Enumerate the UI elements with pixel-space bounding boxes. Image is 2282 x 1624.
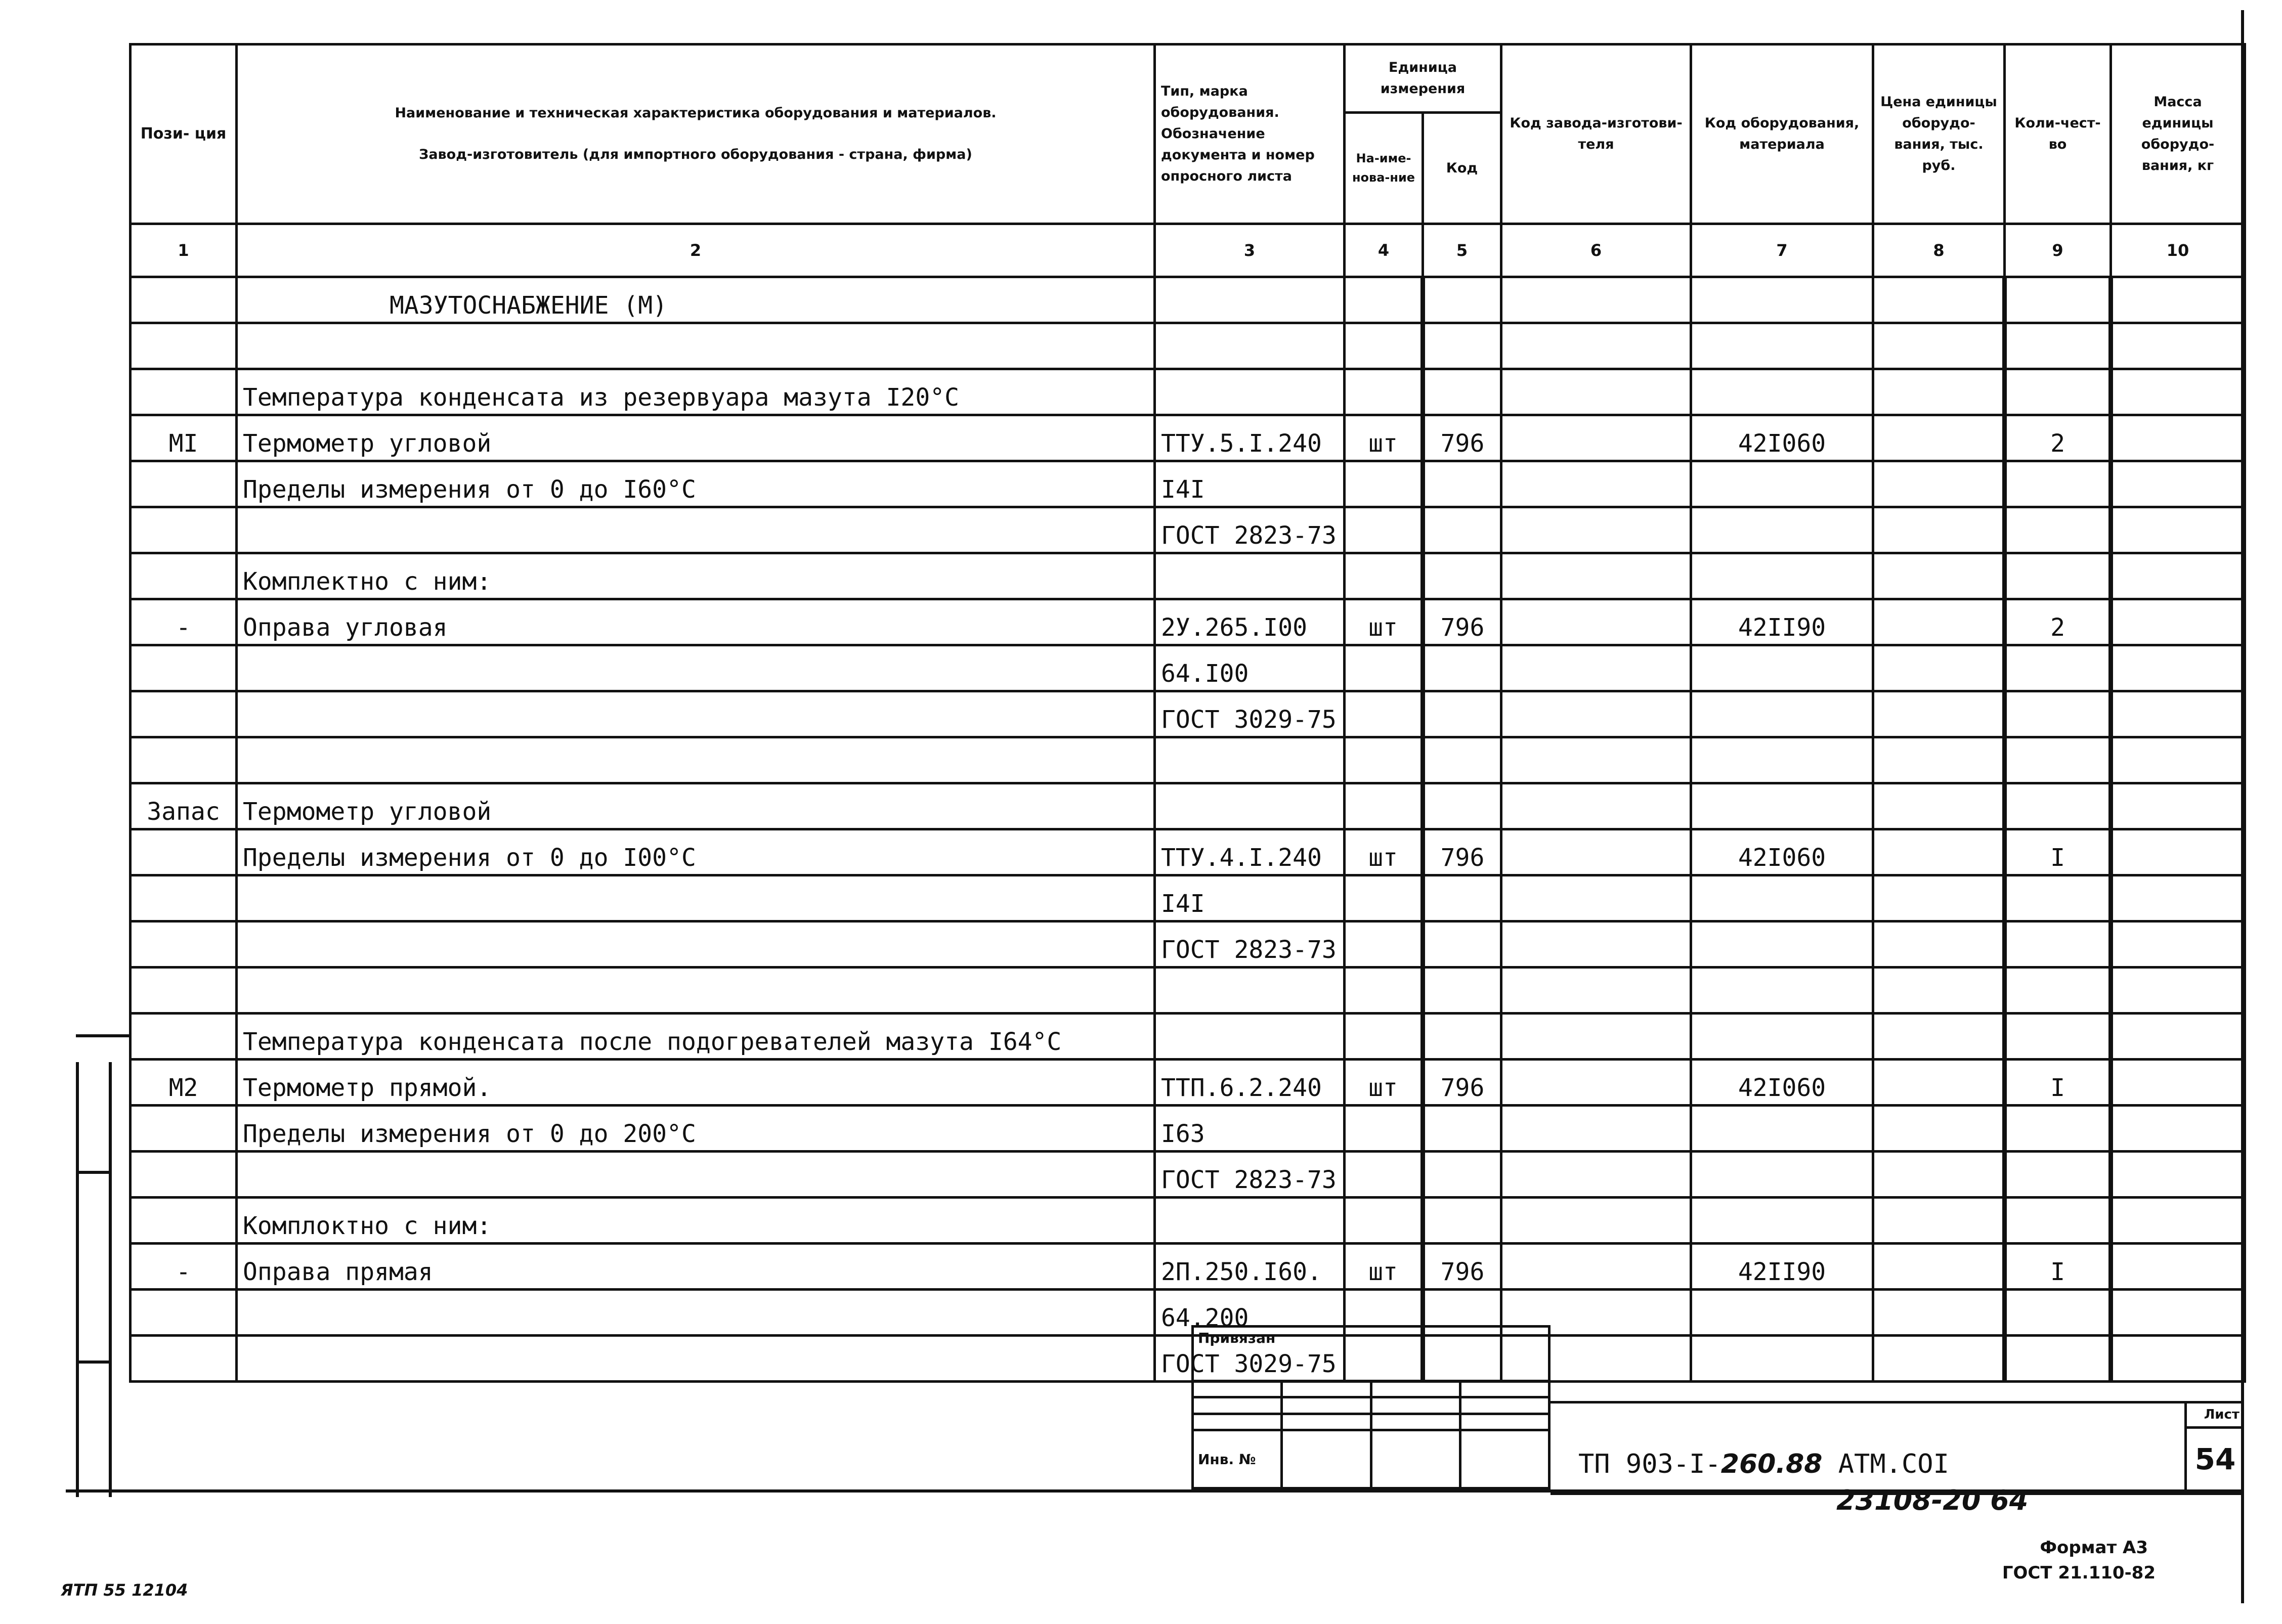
row-unit-code bbox=[1423, 737, 1501, 783]
row-unit bbox=[1345, 875, 1423, 921]
row-unit: шт bbox=[1345, 829, 1423, 875]
row-mass bbox=[2111, 645, 2245, 691]
row-plant-code bbox=[1501, 323, 1691, 369]
row-unit bbox=[1345, 1198, 1423, 1244]
row-unit-code bbox=[1423, 369, 1501, 415]
row-type: I4I bbox=[1155, 875, 1345, 921]
header-position: Пози- ция bbox=[131, 45, 237, 224]
table-row bbox=[131, 1336, 2245, 1382]
column-number: 4 bbox=[1345, 224, 1423, 277]
section-row bbox=[131, 277, 2245, 323]
row-type: 64.200 bbox=[1155, 1290, 1345, 1336]
header-type: Тип, марка оборудования. Обозначение документа и номер опросного листа bbox=[1155, 45, 1345, 224]
row-type: 64.I00 bbox=[1155, 645, 1345, 691]
table-row bbox=[131, 1290, 2245, 1336]
specification-table bbox=[129, 43, 2246, 1383]
row-price bbox=[1873, 783, 2005, 829]
row-unit bbox=[1345, 461, 1423, 507]
row-price bbox=[1873, 369, 2005, 415]
row-unit-code bbox=[1423, 1152, 1501, 1198]
row-position bbox=[131, 323, 237, 369]
row-plant-code bbox=[1501, 691, 1691, 737]
row-position bbox=[131, 645, 237, 691]
row-mass bbox=[2111, 1152, 2245, 1198]
row-quantity bbox=[2005, 369, 2111, 415]
row-type bbox=[1155, 737, 1345, 783]
row-equipment-code bbox=[1691, 1290, 1873, 1336]
table-row bbox=[131, 1152, 2245, 1198]
doc-handwritten: 260.88 bbox=[1720, 1449, 1823, 1479]
row-position bbox=[131, 507, 237, 553]
row-quantity bbox=[2005, 921, 2111, 968]
row-mass bbox=[2111, 415, 2245, 461]
row-equipment-code bbox=[1691, 737, 1873, 783]
row-equipment-code bbox=[1691, 1152, 1873, 1198]
stamp-attached-label: Привязан bbox=[1193, 1327, 1549, 1381]
row-plant-code bbox=[1501, 415, 1691, 461]
row-type: ГОСТ 2823-73 bbox=[1155, 1152, 1345, 1198]
row-price bbox=[1873, 1060, 2005, 1106]
row-unit-code bbox=[1423, 323, 1501, 369]
header-name-line2: Завод-изготовитель (для импортного оборудования - страна, фирма) bbox=[419, 147, 972, 162]
row-position bbox=[131, 1014, 237, 1060]
row-unit-code bbox=[1423, 691, 1501, 737]
binding-tick bbox=[76, 1360, 111, 1364]
table-body bbox=[131, 277, 2245, 1382]
row-position bbox=[131, 553, 237, 599]
header-plant-code: Код завода-изготови-теля bbox=[1501, 45, 1691, 224]
row-unit bbox=[1345, 737, 1423, 783]
column-number: 2 bbox=[237, 224, 1155, 277]
header-unit-code: Код bbox=[1423, 113, 1501, 224]
column-number: 7 bbox=[1691, 224, 1873, 277]
row-quantity bbox=[2005, 1198, 2111, 1244]
table-header bbox=[131, 45, 2245, 224]
row-name bbox=[237, 1336, 1155, 1382]
row-position: МI bbox=[131, 415, 237, 461]
binding-line bbox=[76, 1062, 79, 1497]
column-number: 3 bbox=[1155, 224, 1345, 277]
row-mass bbox=[2111, 323, 2245, 369]
row-type: ГОСТ 3029-75 bbox=[1155, 691, 1345, 737]
row-unit bbox=[1345, 968, 1423, 1014]
row-name: Температура конденсата после подогревателей мазута I64°С bbox=[237, 1014, 1155, 1060]
row-unit-code bbox=[1423, 461, 1501, 507]
row-unit-code bbox=[1423, 875, 1501, 921]
header-quantity: Коли-чест-во bbox=[2005, 45, 2111, 224]
table-row bbox=[131, 1198, 2245, 1244]
row-unit-code bbox=[1423, 1198, 1501, 1244]
row-name bbox=[237, 507, 1155, 553]
row-equipment-code bbox=[1691, 1106, 1873, 1152]
row-mass bbox=[2111, 875, 2245, 921]
row-price bbox=[1873, 829, 2005, 875]
row-plant-code bbox=[1501, 875, 1691, 921]
row-mass bbox=[2111, 461, 2245, 507]
row-quantity bbox=[2005, 1014, 2111, 1060]
row-equipment-code bbox=[1691, 1014, 1873, 1060]
table-row bbox=[131, 1244, 2245, 1290]
table-row bbox=[131, 875, 2245, 921]
row-unit-code bbox=[1423, 645, 1501, 691]
row-name: Термометр прямой. bbox=[237, 1060, 1155, 1106]
footer-left-code: ЯТП 55 12104 bbox=[61, 1581, 188, 1600]
row-position bbox=[131, 369, 237, 415]
row-name: Комплектно с ним: bbox=[237, 553, 1155, 599]
table-row bbox=[131, 737, 2245, 783]
row-price bbox=[1873, 921, 2005, 968]
approval-stamp bbox=[1191, 1325, 1551, 1489]
row-type bbox=[1155, 1014, 1345, 1060]
row-quantity bbox=[2005, 1152, 2111, 1198]
row-mass bbox=[2111, 1014, 2245, 1060]
row-equipment-code: 42II90 bbox=[1691, 599, 1873, 645]
row-position bbox=[131, 1152, 237, 1198]
row-position bbox=[131, 1290, 237, 1336]
header-mass: Масса единицы оборудо-вания, кг bbox=[2111, 45, 2245, 224]
row-mass bbox=[2111, 369, 2245, 415]
row-quantity bbox=[2005, 1106, 2111, 1152]
table-row bbox=[131, 968, 2245, 1014]
row-type: ТТУ.4.I.240 bbox=[1155, 829, 1345, 875]
row-equipment-code bbox=[1691, 553, 1873, 599]
row-unit bbox=[1345, 1152, 1423, 1198]
row-equipment-code bbox=[1691, 1336, 1873, 1382]
row-mass bbox=[2111, 783, 2245, 829]
row-unit bbox=[1345, 691, 1423, 737]
row-unit: шт bbox=[1345, 1060, 1423, 1106]
header-name bbox=[237, 45, 1155, 224]
row-name: Термометр угловой bbox=[237, 415, 1155, 461]
row-name bbox=[237, 1290, 1155, 1336]
header-unit-name: На-име-нова-ние bbox=[1345, 113, 1423, 224]
row-position bbox=[131, 737, 237, 783]
row-price bbox=[1873, 737, 2005, 783]
row-position: - bbox=[131, 1244, 237, 1290]
row-equipment-code bbox=[1691, 323, 1873, 369]
row-price bbox=[1873, 1198, 2005, 1244]
row-name bbox=[237, 737, 1155, 783]
row-position: - bbox=[131, 599, 237, 645]
row-unit-code bbox=[1423, 1106, 1501, 1152]
row-mass bbox=[2111, 829, 2245, 875]
row-name: Комплоктно с ним: bbox=[237, 1198, 1155, 1244]
row-equipment-code bbox=[1691, 507, 1873, 553]
row-unit bbox=[1345, 369, 1423, 415]
row-plant-code bbox=[1501, 921, 1691, 968]
row-plant-code bbox=[1501, 783, 1691, 829]
table-row bbox=[131, 645, 2245, 691]
row-unit-code bbox=[1423, 1014, 1501, 1060]
row-plant-code bbox=[1501, 507, 1691, 553]
row-type bbox=[1155, 783, 1345, 829]
row-plant-code bbox=[1501, 968, 1691, 1014]
row-price bbox=[1873, 323, 2005, 369]
row-name bbox=[237, 875, 1155, 921]
row-quantity bbox=[2005, 645, 2111, 691]
sheet-label: Лист bbox=[2187, 1401, 2244, 1429]
row-mass bbox=[2111, 1060, 2245, 1106]
row-mass bbox=[2111, 507, 2245, 553]
row-equipment-code bbox=[1691, 369, 1873, 415]
row-mass bbox=[2111, 921, 2245, 968]
row-position bbox=[131, 1106, 237, 1152]
row-price bbox=[1873, 1014, 2005, 1060]
row-quantity bbox=[2005, 875, 2111, 921]
row-name bbox=[237, 1152, 1155, 1198]
row-type bbox=[1155, 323, 1345, 369]
header-unit-group: Единица измерения bbox=[1345, 45, 1501, 113]
doc-prefix: ТП 903-I- bbox=[1578, 1449, 1721, 1479]
inventory-number: 23108-20 64 bbox=[1836, 1484, 2029, 1516]
row-equipment-code bbox=[1691, 921, 1873, 968]
row-unit bbox=[1345, 1106, 1423, 1152]
row-type: I4I bbox=[1155, 461, 1345, 507]
column-number: 9 bbox=[2005, 224, 2111, 277]
row-position bbox=[131, 829, 237, 875]
row-mass bbox=[2111, 1198, 2245, 1244]
row-type: ГОСТ 3029-75 bbox=[1155, 1336, 1345, 1382]
row-quantity bbox=[2005, 461, 2111, 507]
row-mass bbox=[2111, 737, 2245, 783]
row-plant-code bbox=[1501, 1060, 1691, 1106]
row-price bbox=[1873, 645, 2005, 691]
row-position bbox=[131, 1336, 237, 1382]
row-unit-code bbox=[1423, 553, 1501, 599]
row-unit bbox=[1345, 553, 1423, 599]
doc-suffix: АТМ.СОI bbox=[1822, 1449, 1949, 1479]
row-position: Запас bbox=[131, 783, 237, 829]
row-position bbox=[131, 1198, 237, 1244]
row-name: Температура конденсата из резервуара мазута I20°С bbox=[237, 369, 1155, 415]
row-mass bbox=[2111, 1244, 2245, 1290]
row-type bbox=[1155, 968, 1345, 1014]
row-equipment-code bbox=[1691, 783, 1873, 829]
row-plant-code bbox=[1501, 645, 1691, 691]
row-position bbox=[131, 968, 237, 1014]
row-name: Пределы измерения от 0 до I00°С bbox=[237, 829, 1155, 875]
row-price bbox=[1873, 507, 2005, 553]
row-plant-code bbox=[1501, 1244, 1691, 1290]
row-plant-code bbox=[1501, 369, 1691, 415]
row-plant-code bbox=[1501, 461, 1691, 507]
row-equipment-code: 42I060 bbox=[1691, 829, 1873, 875]
binding-tick bbox=[76, 1034, 132, 1037]
row-quantity: I bbox=[2005, 829, 2111, 875]
title-block bbox=[1551, 1401, 2244, 1495]
row-unit bbox=[1345, 507, 1423, 553]
row-position bbox=[131, 691, 237, 737]
row-unit-code bbox=[1423, 921, 1501, 968]
row-equipment-code bbox=[1691, 691, 1873, 737]
row-price bbox=[1873, 1244, 2005, 1290]
row-quantity bbox=[2005, 553, 2111, 599]
row-type bbox=[1155, 553, 1345, 599]
row-quantity: 2 bbox=[2005, 415, 2111, 461]
row-price bbox=[1873, 553, 2005, 599]
row-position: М2 bbox=[131, 1060, 237, 1106]
row-quantity bbox=[2005, 737, 2111, 783]
table-row bbox=[131, 553, 2245, 599]
table-row bbox=[131, 323, 2245, 369]
row-name: Оправа угловая bbox=[237, 599, 1155, 645]
row-name bbox=[237, 691, 1155, 737]
row-type: 2У.265.I00 bbox=[1155, 599, 1345, 645]
row-mass bbox=[2111, 553, 2245, 599]
row-type: ТТУ.5.I.240 bbox=[1155, 415, 1345, 461]
row-quantity bbox=[2005, 1290, 2111, 1336]
header-price: Цена единицы оборудо-вания, тыс. руб. bbox=[1873, 45, 2005, 224]
row-plant-code bbox=[1501, 1152, 1691, 1198]
row-equipment-code: 42I060 bbox=[1691, 415, 1873, 461]
row-plant-code bbox=[1501, 1106, 1691, 1152]
column-numbers-row bbox=[131, 224, 2245, 277]
row-unit-code: 796 bbox=[1423, 829, 1501, 875]
row-price bbox=[1873, 461, 2005, 507]
table-row bbox=[131, 461, 2245, 507]
row-name bbox=[237, 968, 1155, 1014]
format-label: Формат А3 bbox=[2040, 1538, 2148, 1558]
row-type bbox=[1155, 369, 1345, 415]
row-unit-code: 796 bbox=[1423, 1244, 1501, 1290]
row-name: Пределы измерения от 0 до I60°С bbox=[237, 461, 1155, 507]
table-row bbox=[131, 783, 2245, 829]
row-quantity bbox=[2005, 507, 2111, 553]
table-row bbox=[131, 829, 2245, 875]
table-row bbox=[131, 1106, 2245, 1152]
row-position bbox=[131, 461, 237, 507]
row-unit-code: 796 bbox=[1423, 415, 1501, 461]
row-unit bbox=[1345, 783, 1423, 829]
column-number: 5 bbox=[1423, 224, 1501, 277]
row-unit: шт bbox=[1345, 1244, 1423, 1290]
row-price bbox=[1873, 1290, 2005, 1336]
row-name bbox=[237, 921, 1155, 968]
row-name: Оправа прямая bbox=[237, 1244, 1155, 1290]
row-quantity bbox=[2005, 691, 2111, 737]
row-price bbox=[1873, 968, 2005, 1014]
table-row bbox=[131, 415, 2245, 461]
row-position bbox=[131, 875, 237, 921]
row-equipment-code bbox=[1691, 875, 1873, 921]
row-quantity: I bbox=[2005, 1060, 2111, 1106]
table-row bbox=[131, 691, 2245, 737]
table-row bbox=[131, 599, 2245, 645]
row-unit-code bbox=[1423, 783, 1501, 829]
row-unit bbox=[1345, 645, 1423, 691]
row-quantity bbox=[2005, 323, 2111, 369]
row-equipment-code: 42II90 bbox=[1691, 1244, 1873, 1290]
row-equipment-code bbox=[1691, 461, 1873, 507]
row-unit bbox=[1345, 323, 1423, 369]
row-unit-code: 796 bbox=[1423, 1060, 1501, 1106]
row-plant-code bbox=[1501, 1014, 1691, 1060]
column-number: 8 bbox=[1873, 224, 2005, 277]
row-equipment-code bbox=[1691, 1198, 1873, 1244]
row-price bbox=[1873, 599, 2005, 645]
binding-line-inner bbox=[109, 1062, 112, 1497]
row-mass bbox=[2111, 968, 2245, 1014]
row-quantity bbox=[2005, 1336, 2111, 1382]
row-name bbox=[237, 645, 1155, 691]
column-number: 6 bbox=[1501, 224, 1691, 277]
column-number: 1 bbox=[131, 224, 237, 277]
row-price bbox=[1873, 1152, 2005, 1198]
row-quantity bbox=[2005, 968, 2111, 1014]
row-price bbox=[1873, 691, 2005, 737]
section-title: МАЗУТОСНАБЖЕНИЕ (М) bbox=[237, 277, 1155, 323]
row-quantity: 2 bbox=[2005, 599, 2111, 645]
table-row bbox=[131, 1014, 2245, 1060]
row-quantity bbox=[2005, 783, 2111, 829]
row-equipment-code bbox=[1691, 968, 1873, 1014]
row-price bbox=[1873, 415, 2005, 461]
stamp-inv-label: Инв. № bbox=[1193, 1430, 1282, 1488]
row-price bbox=[1873, 1336, 2005, 1382]
row-type: ТТП.6.2.240 bbox=[1155, 1060, 1345, 1106]
document-number bbox=[1578, 1449, 1949, 1479]
row-plant-code bbox=[1501, 829, 1691, 875]
binding-tick bbox=[76, 1171, 111, 1174]
sheet-box bbox=[2184, 1401, 2246, 1489]
row-quantity: I bbox=[2005, 1244, 2111, 1290]
row-unit-code bbox=[1423, 968, 1501, 1014]
row-mass bbox=[2111, 599, 2245, 645]
row-price bbox=[1873, 875, 2005, 921]
row-unit bbox=[1345, 1014, 1423, 1060]
row-mass bbox=[2111, 1336, 2245, 1382]
row-unit bbox=[1345, 921, 1423, 968]
row-mass bbox=[2111, 691, 2245, 737]
row-unit-code: 796 bbox=[1423, 599, 1501, 645]
row-unit: шт bbox=[1345, 415, 1423, 461]
row-position bbox=[131, 921, 237, 968]
row-name: Пределы измерения от 0 до 200°С bbox=[237, 1106, 1155, 1152]
row-type: ГОСТ 2823-73 bbox=[1155, 507, 1345, 553]
gost-label: ГОСТ 21.110-82 bbox=[2002, 1563, 2156, 1583]
row-type: 2П.250.I60. bbox=[1155, 1244, 1345, 1290]
row-mass bbox=[2111, 1290, 2245, 1336]
row-unit-code bbox=[1423, 507, 1501, 553]
table-row bbox=[131, 369, 2245, 415]
table-row bbox=[131, 1060, 2245, 1106]
row-type: I63 bbox=[1155, 1106, 1345, 1152]
header-name-line1: Наименование и техническая характеристика оборудования и материалов. bbox=[395, 105, 997, 121]
sheet-number: 54 bbox=[2194, 1442, 2236, 1476]
row-plant-code bbox=[1501, 1198, 1691, 1244]
row-equipment-code bbox=[1691, 645, 1873, 691]
table-row bbox=[131, 921, 2245, 968]
row-plant-code bbox=[1501, 599, 1691, 645]
row-price bbox=[1873, 1106, 2005, 1152]
table-row bbox=[131, 507, 2245, 553]
row-equipment-code: 42I060 bbox=[1691, 1060, 1873, 1106]
row-mass bbox=[2111, 1106, 2245, 1152]
row-plant-code bbox=[1501, 553, 1691, 599]
header-equipment-code: Код оборудования, материала bbox=[1691, 45, 1873, 224]
row-type: ГОСТ 2823-73 bbox=[1155, 921, 1345, 968]
row-type bbox=[1155, 1198, 1345, 1244]
column-number: 10 bbox=[2111, 224, 2245, 277]
row-name: Термометр угловой bbox=[237, 783, 1155, 829]
row-name bbox=[237, 323, 1155, 369]
row-unit: шт bbox=[1345, 599, 1423, 645]
row-plant-code bbox=[1501, 737, 1691, 783]
